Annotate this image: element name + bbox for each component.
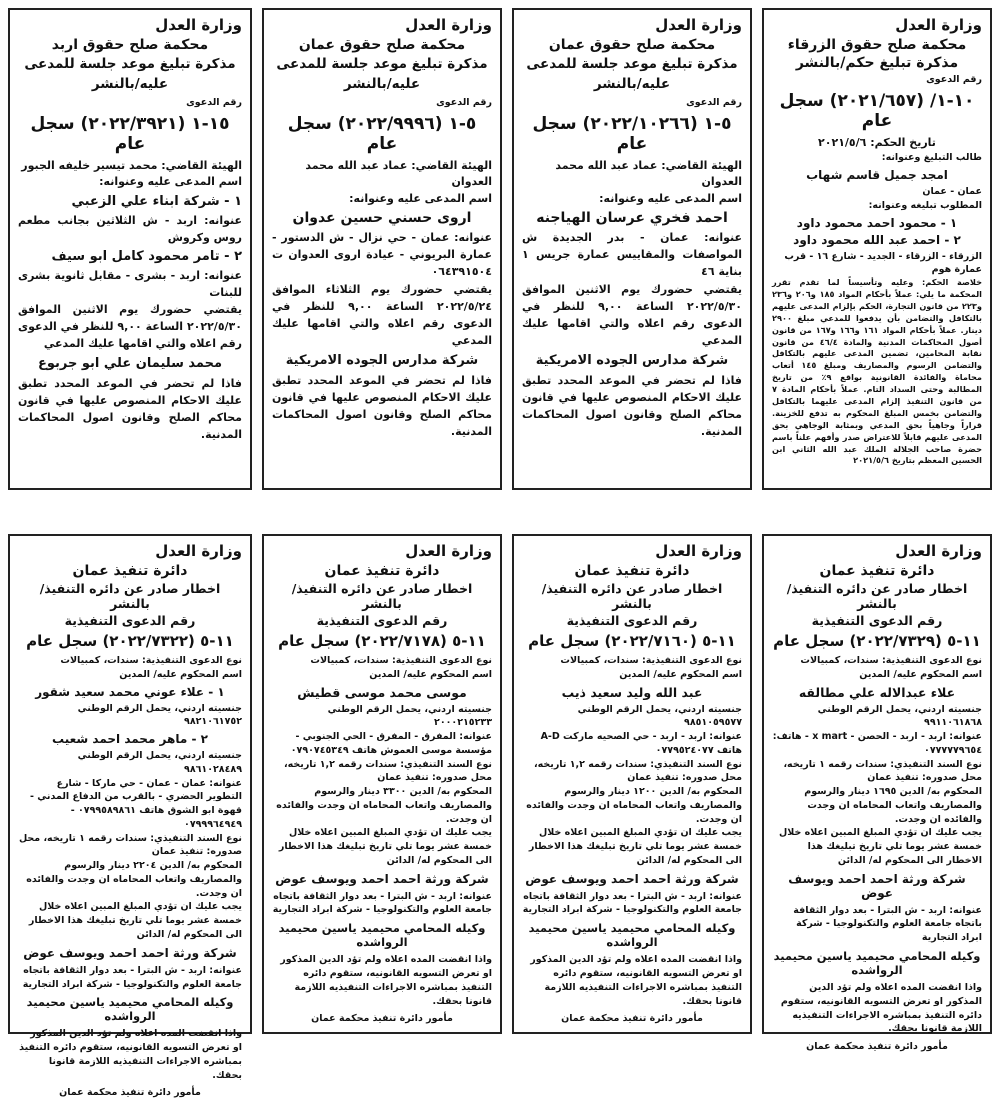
case-label: رقم الدعوى التنفيذية xyxy=(566,613,698,628)
signature: مأمور دائرة تنفيذ محكمة عمان xyxy=(561,1013,703,1025)
case-label: رقم الدعوى التنفيذية xyxy=(316,613,448,628)
court-name: محكمة صلح حقوق اربد xyxy=(51,37,209,53)
notice-amman-hearing-1 xyxy=(512,8,752,490)
debtor-name-1: ١ - علاء عوني محمد سعيد شقور xyxy=(35,684,225,699)
debtor-id: جنسيته اردني، يحمل الرقم الوطني ٢٠٠٠٢١٥٢٣٣ xyxy=(327,703,492,729)
judge-name: الهيئة القاضي: محمد تيسير خليفه الجبور xyxy=(21,158,242,172)
debtor-address: عنوانه: اربد - اربد - حي الصحيه ماركت A-D هاتف ٠٧٧٩٥٢٤٠٧٧ xyxy=(540,731,742,756)
debtor-label: اسم المحكوم عليه/ المدين xyxy=(859,668,982,680)
ministry-title: وزارة العدل xyxy=(655,542,742,560)
ministry-title: وزارة العدل xyxy=(405,542,492,560)
judge-name: الهيئة القاضي: عماد عبد الله محمد العدوان xyxy=(555,158,742,189)
debtor-id: جنسيته اردني، يحمل الرقم الوطني ٩٩١١٠٦١٨٦٨ xyxy=(817,703,982,729)
creditor-address: عنوانه: اربد - ش البترا - بعد دوار الثقافة باتجاه جامعة العلوم والتكنولوجيا - شركة ابراد التجارية xyxy=(793,904,982,944)
ministry-title: وزارة العدل xyxy=(405,16,492,34)
ministry-title: وزارة العدل xyxy=(895,542,982,560)
closing-text: واذا انقضت المده اعلاه ولم تؤد الدين المذكور او تعرض التسويه القانونيه، ستقوم دائره التنفيذ بمباشره الاجراءات التنفيذيه اللازمة قانونا بحقك. xyxy=(780,982,982,1035)
defendant-name: احمد فخري عرسان الهياجنه xyxy=(536,210,728,227)
lawyer-name: وكيله المحامي محيميد ياسين محيميد الرواشده xyxy=(528,921,736,950)
creditor-name: شركة ورثة احمد احمد ويوسف عوض xyxy=(525,871,739,886)
case-label: رقم الدعوى xyxy=(926,74,982,85)
defendant-name: اروى حسني حسين عدوان xyxy=(292,210,472,227)
debt-amount: المحكوم به/ الدين ١٢٠٠ دينار والرسوم والمصاريف واتعاب المحاماه ان وجدت والفائده ان وجدت. xyxy=(526,786,742,825)
debtor-label: اسم المحكوم عليه/ المدين xyxy=(619,668,742,680)
requester-address: عمان - عمان xyxy=(922,186,982,198)
debtor-name: علاء عبدالاله علي مطالقه xyxy=(798,684,956,700)
creditor-address: عنوانه: اربد - ش البترا - بعد دوار الثقافة باتجاه جامعة العلوم والتكنولوجيا - شركة ابراد التجارية xyxy=(22,964,242,990)
lawyer-name: وكيله المحامي محيميد ياسين محيميد الرواشده xyxy=(773,949,981,978)
case-type: نوع الدعوى التنفيذية: سندات، كمبيالات xyxy=(60,655,242,666)
hearing-details: يقتضي حضورك يوم الثلاثاء الموافق ٢٠٢٢/٥/٢٤ الساعة ٩,٠٠ للنظر في الدعوى رقم اعلاه والتي اقامها عليك المدعي xyxy=(272,282,492,347)
bond-type: نوع السند التنفيذي: سندات رقمه ١,٢ تاريخه، محل صدوره: تنفيذ عمان xyxy=(284,758,492,784)
closing-text: واذا انقضت المده اعلاه ولم تؤد الدين المذكور او تعرض التسويه القانونيه، ستقوم دائره التنفيذ بمباشره الاجراءات التنفيذيه اللازمة قانونا بحقك. xyxy=(530,954,742,1007)
defendant-label: اسم المدعى عليه وعنوانه: xyxy=(349,191,492,205)
notice-irbid-hearing xyxy=(8,8,252,490)
department-name: دائرة تنفيذ عمان xyxy=(574,563,690,579)
defendant-address-2: عنوانه: اربد - بشرى - مقابل ثانوية بشرى للبنات xyxy=(18,268,242,300)
defendant-address: عنوانه: عمان - بدر الجديدة ش المواصفات والمقاييس عمارة جريس ١ بناية ٤٦ xyxy=(522,231,742,279)
case-type: نوع الدعوى التنفيذية: سندات، كمبيالات xyxy=(800,655,982,666)
notice-title: اخطار صادر عن دائره التنفيذ/ بالنشر xyxy=(39,581,221,611)
defendant-name-1: ١ - شركة ابناء علي الزعبي xyxy=(71,193,242,209)
party-name-2: ٢ - احمد عبد الله محمود داود xyxy=(793,232,961,247)
notice-title: اخطار صادر عن دائره التنفيذ/ بالنشر xyxy=(291,581,473,611)
defendant-label: اسم المدعى عليه وعنوانه: xyxy=(599,191,742,205)
warning-text: فاذا لم تحضر في الموعد المحدد تطبق عليك الاحكام المنصوص عليها في قانون محاكم الصلح وقانون اصول المحاكمات المدنية. xyxy=(522,373,742,438)
case-type: نوع الدعوى التنفيذية: سندات، كمبيالات xyxy=(310,655,492,666)
debtor-address: عنوانه: عمان - عمان - حي ماركا - شارع التطوير الحضري - بالقرب من الدفاع المدني - قهوة ابو الشوق هاتف ٠٧٩٩٥٨٩٨٦١ - ٠٧٩٩٩٦٤٩٤٩ xyxy=(30,777,242,830)
debtor-id-1: جنسيته اردني، يحمل الرقم الوطني ٩٨٢١٠٦١٧٥٢ xyxy=(77,702,242,728)
case-number: ١٥-١ (٢٠٢٢/٣٩٢١) سجل عام xyxy=(30,113,230,154)
debtor-name: عبد الله وليد سعيد ذيب xyxy=(561,684,703,700)
notice-execution-1 xyxy=(762,534,992,1053)
plaintiff-name: شركة مدارس الجوده الامريكية xyxy=(535,352,729,368)
requester-label: طالب التبليغ وعنوانه: xyxy=(881,152,982,164)
creditor-address: عنوانه: اربد - ش البترا - بعد دوار الثقافة باتجاه جامعة العلوم والتكنولوجيا - شركة ابراد التجارية xyxy=(272,890,492,916)
ruling-date: تاريخ الحكم: ٢٠٢١/٥/٦ xyxy=(818,135,936,149)
bond-type: نوع السند التنفيذي: سندات رقمه ١,٢ تاريخه، محل صدوره: تنفيذ عمان xyxy=(534,758,742,784)
requester-name: امجد جميل قاسم شهاب xyxy=(806,168,948,183)
case-label: رقم الدعوى xyxy=(686,97,742,109)
signature: مأمور دائرة تنفيذ محكمة عمان xyxy=(59,1087,201,1099)
payment-demand: يجب عليك ان تؤدي المبلغ المبين اعلاه خلال خمسة عشر يوما تلي تاريخ تبليغك هذا الاخطار الى المحكوم له/ الدائن xyxy=(779,827,982,866)
case-label: رقم الدعوى xyxy=(436,97,492,109)
lawyer-name: وكيله المحامي محيميد ياسين محيميد الرواشده xyxy=(278,921,486,950)
debt-amount: المحكوم به/ الدين ١٦٩٥ دينار والرسوم والمصاريف واتعاب المحاماه ان وجدت والفائده ان وجدت. xyxy=(804,786,982,825)
creditor-name: شركة ورثة احمد احمد ويوسف عوض xyxy=(788,871,966,900)
bond-type: نوع السند التنفيذي: سندات رقمه ١ تاريخه، محل صدوره: تنفيذ عمان xyxy=(18,832,242,858)
debtor-id-2: جنسيته اردني، يحمل الرقم الوطني ٩٨٦١٠٢٨٤٨٩ xyxy=(77,750,242,775)
ministry-title: وزارة العدل xyxy=(155,542,242,560)
party-name-1: ١ - محمود احمد محمود داود xyxy=(796,215,958,230)
hearing-details: يقتضي حضورك يوم الاثنين الموافق ٢٠٢٢/٥/٣٠ الساعة ٩,٠٠ للنظر في الدعوى رقم اعلاه والتي اقامها عليك المدعي xyxy=(522,282,742,347)
memo-title: مذكرة تبليغ موعد جلسة للمدعى عليه/بالنشر xyxy=(276,56,488,92)
memo-title: مذكرة تبليغ حكم/بالنشر xyxy=(795,55,959,71)
closing-text: واذا انقضت المده اعلاه ولم تؤد الدين المذكور او تعرض التسويه القانونيه، ستقوم دائره التنفيذ بمباشره الاجراءات التنفيذيه اللازمة قانونا بحقك. xyxy=(19,1028,242,1081)
case-label: رقم الدعوى التنفيذية xyxy=(811,613,943,628)
court-name: محكمة صلح حقوق الزرقاء xyxy=(787,37,967,53)
debt-amount: المحكوم به/ الدين ٣٣٠٠ دينار والرسوم والمصاريف واتعاب المحاماه ان وجدت والفائده ان وجدت. xyxy=(276,786,492,825)
debtor-name: موسى محمد موسى قطيش xyxy=(297,684,467,700)
party-address: الزرقاء - الزرقاء - الجديد - شارع ١٦ - قرب عمارة هوم xyxy=(784,250,982,276)
lawyer-name: وكيله المحامي محيميد ياسين محيميد الرواشده xyxy=(26,995,234,1024)
debtor-address: عنوانه: المفرق - المفرق - الحي الجنوبي - مؤسسة موسى العموش هاتف ٠٧٩٠٧٤٥٣٤٩ xyxy=(290,731,492,756)
department-name: دائرة تنفيذ عمان xyxy=(819,563,935,579)
notice-execution-4 xyxy=(8,534,252,1099)
case-number: ١٠-١/ (٢٠٢١/٦٥٧) سجل عام xyxy=(779,90,975,131)
defendant-address-1: عنوانه: اربد - ش الثلاثين بجانب مطعم روس وكروش xyxy=(18,213,242,244)
case-number: ٥-١ (٢٠٢٢/١٠٢٦٦) سجل عام xyxy=(532,113,732,154)
notified-label: المطلوب تبليغه وعنوانه: xyxy=(868,199,982,211)
case-label: رقم الدعوى التنفيذية xyxy=(64,613,196,628)
memo-title: مذكرة تبليغ موعد جلسة للمدعى عليه/بالنشر xyxy=(526,56,738,92)
notice-title: اخطار صادر عن دائره التنفيذ/ بالنشر xyxy=(541,581,723,611)
debtor-address: عنوانه: اربد - اربد - الحصن - x mart - هاتف: ٠٧٧٧٧٧٩٦٥٤ xyxy=(772,731,982,756)
debtor-name-2: ٢ - ماهر محمد احمد شعيب xyxy=(52,732,208,747)
case-number: ١١-٥ (٢٠٢٢/٧٣٢٩) سجل عام xyxy=(773,632,981,650)
signature: مأمور دائرة تنفيذ محكمة عمان xyxy=(311,1013,453,1025)
payment-demand: يجب عليك ان تؤدي المبلغ المبين اعلاه خلال خمسة عشر يوما تلي تاريخ تبليغك هذا الاخطار الى المحكوم له/ الدائن xyxy=(28,901,242,941)
judge-name: الهيئة القاضي: عماد عبد الله محمد العدوان xyxy=(305,158,492,189)
plaintiff-name: شركة مدارس الجوده الامريكية xyxy=(285,352,479,368)
court-name: محكمة صلح حقوق عمان xyxy=(548,37,716,53)
notice-amman-hearing-2 xyxy=(262,8,502,490)
ruling-summary: خلاصة الحكم: وعليه وتأسيساً لما تقدم تقرر المحكمة ما يلي: عملاً بأحكام المواد ١٨٥ و٢٠٦ و٢٣٦ و٢٢٣ من قانون التجارة، الحكم بإلزام المدعى عليهم بالتكافل والتضامن بأن يدفعوا للمدعي مبلغ ٢٩٠٠ دينار. عملاً بأحكام المواد ١٦١ و١٦٦ و١٦٧ من قانون أصول المحاكمات المدنية والمادة ٤٦/٤ من قانون نقابة المحامين، تضمين المدعى عليهم بالتكافل والتضامن الرسوم والمصاريف ومبلغ ١٤٥ أتعاب محاماة والفائدة القانونية بواقع ٩٪ من تاريخ المطالبة وحتى السداد التام. عملاً بأحكام المادة ٧ من قانون التنفيذ إلزام المدعى عليهما بالتكافل والتضامن بخمس المبلغ المحكوم به تدفع للخزينة. قراراً وجاهياً بحق المدعي وبمثابة الوجاهي بحق المدعى عليهم قابلاً للاعتراض صدر وأفهم علناً باسم حضرة صاحب الجلالة الملك عبد الله الثاني ابن الحسين المعظم بتاريخ ٢٠٢١/٥/٦ xyxy=(772,277,983,466)
plaintiff-name: محمد سليمان علي ابو جربوع xyxy=(37,356,223,372)
court-name: محكمة صلح حقوق عمان xyxy=(298,37,466,53)
case-number: ١١-٥ (٢٠٢٢/٧١٦٠) سجل عام xyxy=(528,632,736,650)
ministry-title: وزارة العدل xyxy=(895,16,982,34)
case-number: ٥-١ (٢٠٢٢/٩٩٩٦) سجل عام xyxy=(287,113,477,154)
bond-type: نوع السند التنفيذي: سندات رقمه ١ تاريخه، محل صدوره: تنفيذ عمان xyxy=(783,758,982,784)
debt-amount: المحكوم به/ الدين ٢٢٠٤ دينار والرسوم والمصاريف واتعاب المحاماه ان وجدت والفائده ان وجدت. xyxy=(26,860,242,899)
warning-text: فاذا لم تحضر في الموعد المحدد تطبق عليك الاحكام المنصوص عليها في قانون محاكم الصلح وقانون اصول المحاكمات المدنية. xyxy=(18,377,242,442)
payment-demand: يجب عليك ان تؤدي المبلغ المبين اعلاه خلال خمسة عشر يوما تلي تاريخ تبليغك هذا الاخطار الى المحكوم له/ الدائن xyxy=(278,827,492,866)
case-type: نوع الدعوى التنفيذية: سندات، كمبيالات xyxy=(560,655,742,666)
debtor-label: اسم المحكوم عليه/ المدين xyxy=(369,668,492,680)
creditor-name: شركة ورثة احمد احمد ويوسف عوض xyxy=(275,871,489,886)
creditor-address: عنوانه: اربد - ش البترا - بعد دوار الثقافة باتجاه جامعة العلوم والتكنولوجيا - شركة ابراد التجارية xyxy=(522,890,742,916)
notice-title: اخطار صادر عن دائره التنفيذ/ بالنشر xyxy=(786,581,968,611)
payment-demand: يجب عليك ان تؤدي المبلغ المبين اعلاه خلال خمسة عشر يوما تلي تاريخ تبليغك هذا الاخطار الى المحكوم له/ الدائن xyxy=(528,827,742,866)
debtor-label: اسم المحكوم عليه/ المدين xyxy=(119,668,242,680)
closing-text: واذا انقضت المده اعلاه ولم تؤد الدين المذكور او تعرض التسويه القانونيه، ستقوم دائره التنفيذ بمباشره الاجراءات التنفيذيه اللازمة قانونا بحقك. xyxy=(280,954,492,1007)
notice-zarqa-ruling xyxy=(762,8,992,490)
memo-title: مذكرة تبليغ موعد جلسة للمدعى عليه/بالنشر xyxy=(24,56,236,92)
debtor-id: جنسيته اردني، يحمل الرقم الوطني ٩٨٥١٠٥٩٥٧٧ xyxy=(577,703,742,729)
ministry-title: وزارة العدل xyxy=(155,16,242,34)
case-number: ١١-٥ (٢٠٢٢/٧١٧٨) سجل عام xyxy=(278,632,486,650)
case-label: رقم الدعوى xyxy=(186,97,242,109)
warning-text: فاذا لم تحضر في الموعد المحدد تطبق عليك الاحكام المنصوص عليها في قانون محاكم الصلح وقانون اصول المحاكمات المدنية. xyxy=(272,373,492,438)
defendant-address: عنوانه: عمان - حي نزال - ش الدستور - عمارة البريوني - عيادة اروى العدوان ت ٠٦٤٣٩١٥٠٤ xyxy=(272,231,492,279)
creditor-name: شركة ورثة احمد احمد ويوسف عوض xyxy=(23,945,237,960)
defendant-name-2: ٢ - تامر محمود كامل ابو سيف xyxy=(51,248,242,264)
hearing-details: يقتضي حضورك يوم الاثنين الموافق ٢٠٢٢/٥/٣٠ الساعة ٩,٠٠ للنظر في الدعوى رقم اعلاه والتي اقامها عليك المدعي xyxy=(18,303,242,351)
case-number: ١١-٥ (٢٠٢٢/٧٣٢٢) سجل عام xyxy=(26,632,234,650)
signature: مأمور دائرة تنفيذ محكمة عمان xyxy=(806,1041,948,1053)
department-name: دائرة تنفيذ عمان xyxy=(72,563,188,579)
ministry-title: وزارة العدل xyxy=(655,16,742,34)
department-name: دائرة تنفيذ عمان xyxy=(324,563,440,579)
defendant-label: اسم المدعى عليه وعنوانه: xyxy=(99,175,242,189)
notice-execution-2 xyxy=(512,534,752,1034)
notice-execution-3 xyxy=(262,534,502,1034)
